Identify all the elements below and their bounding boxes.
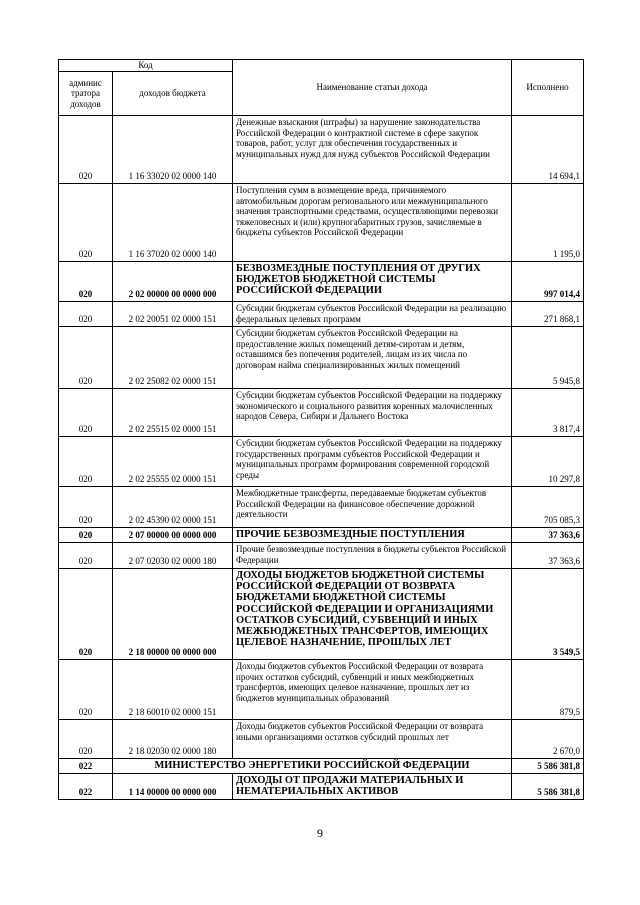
item-amount: 271 868,1 [512, 302, 584, 327]
item-name: Субсидии бюджетам субъектов Российской Федерации на реализацию федеральных целевых программ [233, 302, 512, 327]
table-row [59, 389, 584, 437]
ministry-amount: 5 586 381,8 [512, 759, 584, 774]
table-row [59, 116, 584, 184]
item-amount: 37 363,6 [512, 543, 584, 569]
header-name: Наименование статьи дохода [233, 60, 512, 116]
table-row [59, 184, 584, 262]
table-row [59, 302, 584, 327]
item-amount: 14 694,1 [512, 116, 584, 184]
table-row [59, 720, 584, 759]
item-name: Субсидии бюджетам субъектов Российской Федерации на поддержку экономического и социального развития коренных малочисленных народов Севера, Сибири и Дальнего Востока [233, 389, 512, 437]
admin-code: 020 [59, 302, 113, 327]
item-amount: 879,5 [512, 660, 584, 720]
page-number: 9 [317, 826, 323, 840]
admin-code: 020 [59, 660, 113, 720]
item-name: ПРОЧИЕ БЕЗВОЗМЕЗДНЫЕ ПОСТУПЛЕНИЯ [233, 528, 512, 543]
item-name: Прочие безвозмездные поступления в бюджеты субъектов Российской Федерации [233, 543, 512, 569]
item-amount: 37 363,6 [512, 528, 584, 543]
header-row-1 [59, 60, 584, 72]
admin-code: 020 [59, 116, 113, 184]
item-name: Субсидии бюджетам субъектов Российской Федерации на поддержку государственных программ субъектов Российской Федерации и муниципальных программ формирования современной городской среды [233, 437, 512, 487]
income-code: 1 16 33020 02 0000 140 [113, 116, 233, 184]
table-row [59, 487, 584, 528]
income-code: 2 02 25515 02 0000 151 [113, 389, 233, 437]
admin-code: 020 [59, 389, 113, 437]
admin-code: 020 [59, 437, 113, 487]
income-code: 2 18 00000 00 0000 000 [113, 569, 233, 660]
item-name: Субсидии бюджетам субъектов Российской Федерации на предоставление жилых помещений детям-сиротам и детям, оставшимся без попечения родителей, лицам из их числа по договорам найма специализированных жилых помещений [233, 327, 512, 389]
admin-code: 020 [59, 184, 113, 262]
table-row [59, 528, 584, 543]
header-kod: Код [59, 60, 233, 72]
item-name: БЕЗВОЗМЕЗДНЫЕ ПОСТУПЛЕНИЯ ОТ ДРУГИХ БЮДЖЕТОВ БЮДЖЕТНОЙ СИСТЕМЫ РОССИЙСКОЙ ФЕДЕРАЦИИ [233, 262, 512, 302]
item-amount: 5 945,8 [512, 327, 584, 389]
header-income-code: доходов бюджета [113, 72, 233, 116]
income-code: 2 07 02030 02 0000 180 [113, 543, 233, 569]
income-code: 2 02 25082 02 0000 151 [113, 327, 233, 389]
ministry-row [59, 759, 584, 774]
income-code: 2 02 25555 02 0000 151 [113, 437, 233, 487]
item-amount: 1 195,0 [512, 184, 584, 262]
table-row [59, 569, 584, 660]
item-amount: 997 014,4 [512, 262, 584, 302]
admin-code: 020 [59, 543, 113, 569]
admin-code: 020 [59, 720, 113, 759]
item-name: Доходы бюджетов субъектов Российской Федерации от возврата прочих остатков субсидий, субвенций и иных межбюджетных трансфертов, имеющих целевое назначение, прошлых лет из бюджетов муниципальных образований [233, 660, 512, 720]
admin-code: 020 [59, 487, 113, 528]
table-row [59, 437, 584, 487]
header-admin: админис тратора доходов [59, 72, 113, 116]
admin-code: 020 [59, 569, 113, 660]
item-amount: 2 670,0 [512, 720, 584, 759]
income-table [58, 59, 584, 800]
table-row [59, 660, 584, 720]
income-code: 2 18 60010 02 0000 151 [113, 660, 233, 720]
admin-code: 022 [59, 774, 113, 800]
item-name: ДОХОДЫ ОТ ПРОДАЖИ МАТЕРИАЛЬНЫХ И НЕМАТЕРИАЛЬНЫХ АКТИВОВ [233, 774, 512, 800]
ministry-admin-code: 022 [59, 759, 113, 774]
item-amount: 10 297,8 [512, 437, 584, 487]
table-row [59, 543, 584, 569]
table-row [59, 262, 584, 302]
ministry-name: МИНИСТЕРСТВО ЭНЕРГЕТИКИ РОССИЙСКОЙ ФЕДЕРАЦИИ [113, 759, 512, 774]
table-row [59, 774, 584, 800]
income-code: 2 02 20051 02 0000 151 [113, 302, 233, 327]
item-amount: 3 817,4 [512, 389, 584, 437]
income-code: 1 14 00000 00 0000 000 [113, 774, 233, 800]
admin-code: 020 [59, 528, 113, 543]
admin-code: 020 [59, 327, 113, 389]
item-name: Межбюджетные трансферты, передаваемые бюджетам субъектов Российской Федерации на финансовое обеспечение дорожной деятельности [233, 487, 512, 528]
header-executed: Исполнено [512, 60, 584, 116]
income-code: 2 18 02030 02 0000 180 [113, 720, 233, 759]
table-row [59, 327, 584, 389]
item-amount: 5 586 381,8 [512, 774, 584, 800]
income-code: 2 02 45390 02 0000 151 [113, 487, 233, 528]
document-page [58, 59, 583, 800]
item-name: Доходы бюджетов субъектов Российской Федерации от возврата иными организациями остатков субсидий прошлых лет [233, 720, 512, 759]
item-amount: 3 549,5 [512, 569, 584, 660]
income-code: 2 02 00000 00 0000 000 [113, 262, 233, 302]
item-name: Поступления сумм в возмещение вреда, причиняемого автомобильным дорогам регионального или межмуниципального значения транспортными средствами, осуществляющими перевозки тяжеловесных и (или) крупногабаритных грузов, зачисляемые в бюджеты субъектов Российской Федерации [233, 184, 512, 262]
income-code: 1 16 37020 02 0000 140 [113, 184, 233, 262]
item-amount: 705 085,3 [512, 487, 584, 528]
income-code: 2 07 00000 00 0000 000 [113, 528, 233, 543]
admin-code: 020 [59, 262, 113, 302]
item-name: Денежные взыскания (штрафы) за нарушение законодательства Российской Федерации о контрактной системе в сфере закупок товаров, работ, услуг для обеспечения государственных и муниципальных нужд для нужд субъектов Российской Федерации [233, 116, 512, 184]
item-name: ДОХОДЫ БЮДЖЕТОВ БЮДЖЕТНОЙ СИСТЕМЫ РОССИЙСКОЙ ФЕДЕРАЦИИ ОТ ВОЗВРАТА БЮДЖЕТАМИ БЮДЖЕТНОЙ СИСТЕМЫ РОССИЙСКОЙ ФЕДЕРАЦИИ И ОРГАНИЗАЦИЯМИ ОСТАТКОВ СУБСИДИЙ, СУБВЕНЦИЙ И ИНЫХ МЕЖБЮДЖЕТНЫХ ТРАНСФЕРТОВ, ИМЕЮЩИХ ЦЕЛЕВОЕ НАЗНАЧЕНИЕ, ПРОШЛЫХ ЛЕТ [233, 569, 512, 660]
